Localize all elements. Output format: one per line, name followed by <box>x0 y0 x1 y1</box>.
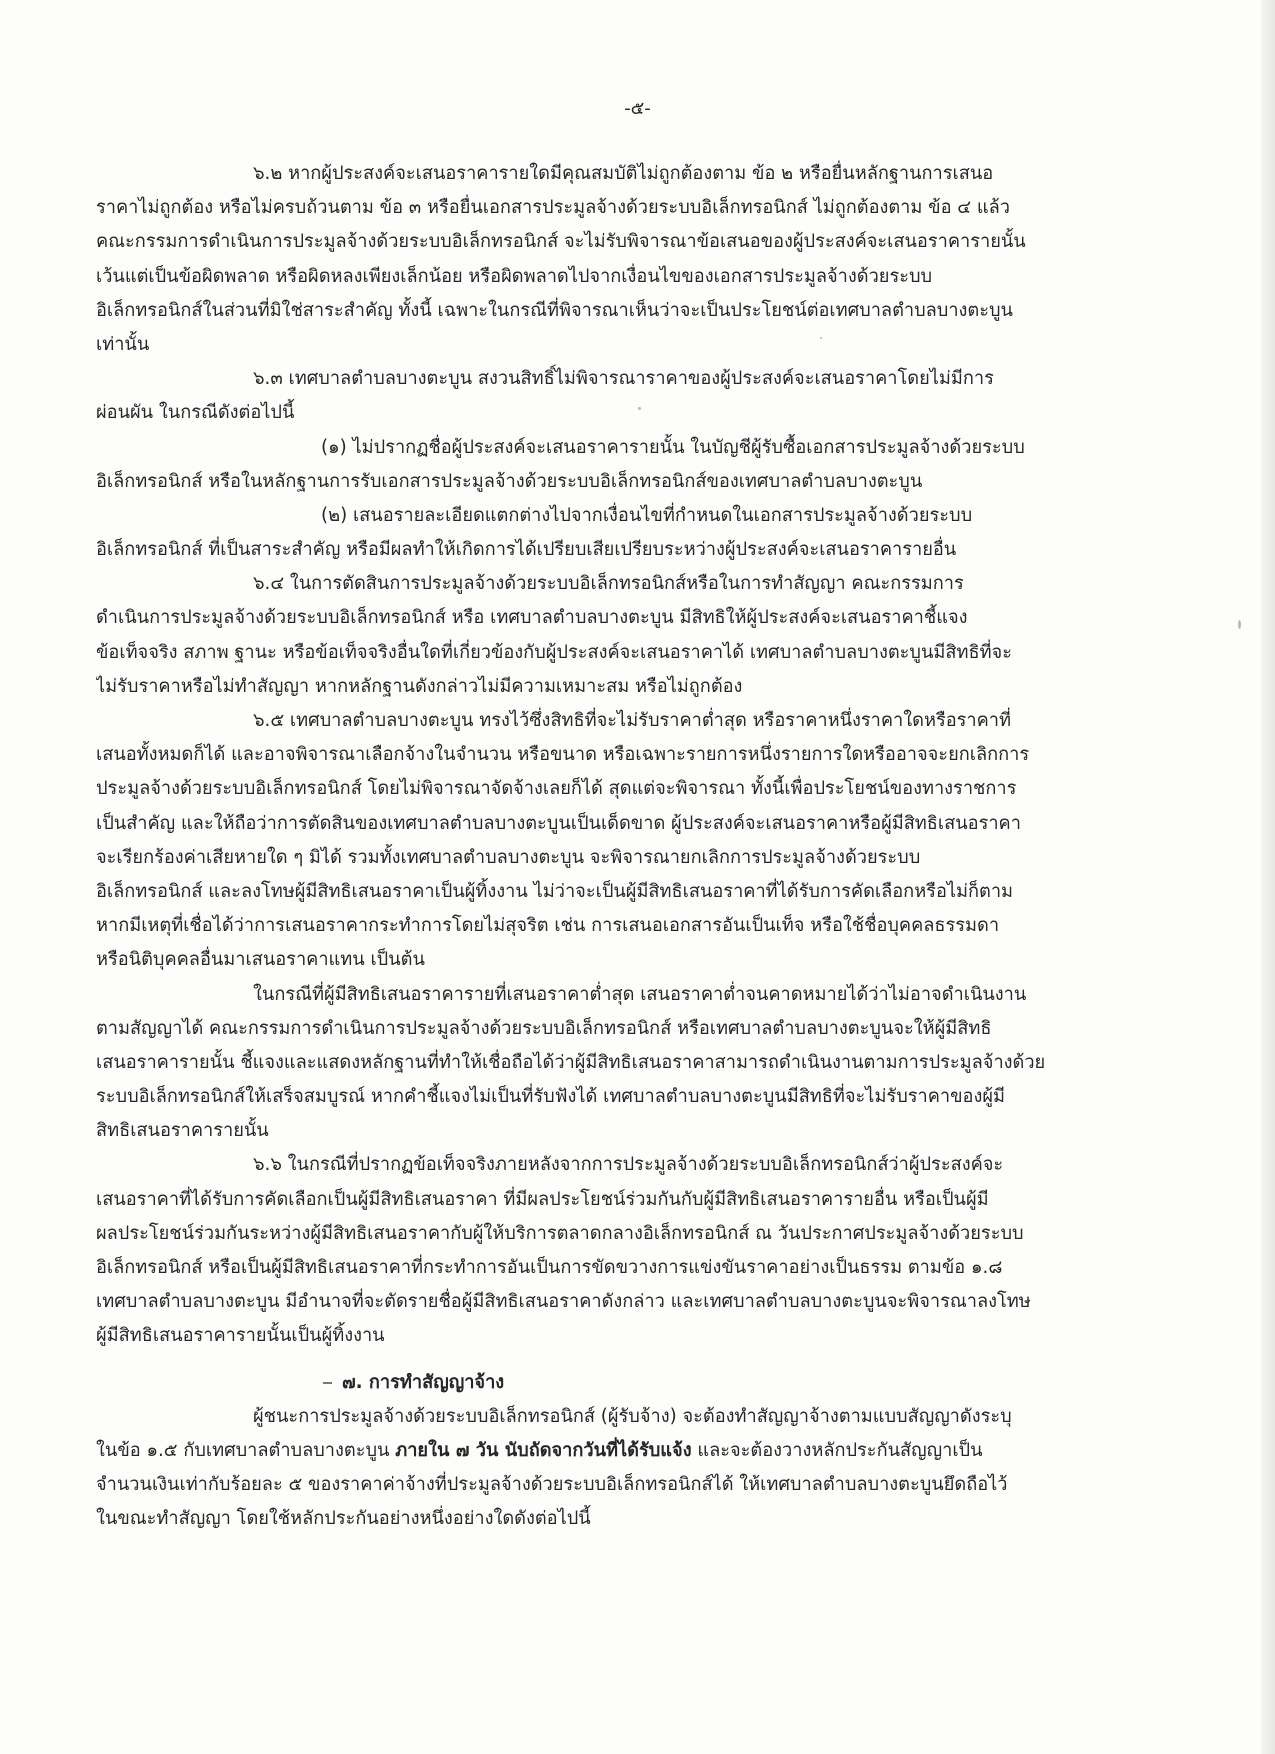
text-line: เป็นสำคัญ และให้ถือว่าการตัดสินของเทศบาลตำบลบางตะบูนเป็นเด็ดขาด ผู้ประสงค์จะเสนอราคาหรือผู้มีสิทธิเสนอราคา <box>96 812 1021 834</box>
text-line: สิทธิเสนอราคารายนั้น <box>96 1120 269 1142</box>
text-line: ๖.๕ เทศบาลตำบลบางตะบูน ทรงไว้ซึ่งสิทธิที่จะไม่รับราคาต่ำสุด หรือราคาหนึ่งราคาใดหรือราคาที่ <box>253 710 1011 731</box>
text-line: หรือนิติบุคคลอื่นมาเสนอราคาแทน เป็นต้น <box>96 949 425 971</box>
text-line: เสนอทั้งหมดก็ได้ และอาจพิจารณาเลือกจ้างในจำนวน หรือขนาด หรือเฉพาะรายการหนึ่งรายการใดหรืออาจจะยกเลิกการ <box>96 744 1030 766</box>
text-line: เทศบาลตำบลบางตะบูน มีอำนาจที่จะตัดรายชื่อผู้มีสิทธิเสนอราคาดังกล่าว และเทศบาลตำบลบางตะบูนจะพิจารณาลงโทษ <box>96 1291 1031 1313</box>
text-line: คณะกรรมการดำเนินการประมูลจ้างด้วยระบบอิเล็กทรอนิกส์ จะไม่รับพิจารณาข้อเสนอของผู้ประสงค์จะเสนอราคารายนั้น <box>96 231 1026 253</box>
section-7-line: จำนวนเงินเท่ากับร้อยละ ๕ ของราคาค่าจ้างที่ประมูลจ้างด้วยระบบอิเล็กทรอนิกส์ได้ ให้เทศบาลตำบลบางตะบูนยึดถือไว้ <box>96 1474 1008 1496</box>
text-line: ประมูลจ้างด้วยระบบอิเล็กทรอนิกส์ โดยไม่พิจารณาจัดจ้างเลยก็ได้ สุดแต่จะพิจารณา ทั้งนี้เพื่อประโยชน์ของทางราชการ <box>96 778 1017 800</box>
text-line: ๖.๓ เทศบาลตำบลบางตะบูน สงวนสิทธิ์ไม่พิจารณาราคาของผู้ประสงค์จะเสนอราคาโดยไม่มีการ <box>253 368 994 390</box>
text-line: อิเล็กทรอนิกส์ หรือเป็นผู้มีสิทธิเสนอราคาที่กระทำการอันเป็นการขัดขวางการแข่งขันราคาอย่างเป็นธรรม ตามข้อ ๑.๘ <box>96 1257 1003 1278</box>
text-line: ๖.๖ ในกรณีที่ปรากฏข้อเท็จจริงภายหลังจากการประมูลจ้างด้วยระบบอิเล็กทรอนิกส์ว่าผู้ประสงค์จะ <box>253 1154 1004 1176</box>
section-7-text-after: และจะต้องวางหลักประกันสัญญาเป็น <box>691 1439 983 1461</box>
text-line: อิเล็กทรอนิกส์ หรือในหลักฐานการรับเอกสารประมูลจ้างด้วยระบบอิเล็กทรอนิกส์ของเทศบาลตำบลบางตะบูน <box>96 470 923 492</box>
text-line: ผลประโยชน์ร่วมกันระหว่างผู้มีสิทธิเสนอราคากับผู้ให้บริการตลาดกลางอิเล็กทรอนิกส์ ณ วันประกาศประมูลจ้างด้วยระบบ <box>96 1222 1024 1244</box>
text-line: ไม่รับราคาหรือไม่ทำสัญญา หากหลักฐานดังกล่าวไม่มีความเหมาะสม หรือไม่ถูกต้อง <box>96 675 743 697</box>
document-body <box>96 157 1104 1537</box>
text-line: (๒) เสนอรายละเอียดแตกต่างไปจากเงื่อนไขที่กำหนดในเอกสารประมูลจ้างด้วยระบบ <box>321 504 973 526</box>
section-7-heading-text: ๗. การทำสัญญาจ้าง <box>342 1371 505 1393</box>
section-7-line: ผู้ชนะการประมูลจ้างด้วยระบบอิเล็กทรอนิกส์ (ผู้รับจ้าง) จะต้องทำสัญญาจ้างตามแบบสัญญาดังระบุ <box>253 1405 1012 1427</box>
text-line: เสนอราคาที่ได้รับการคัดเลือกเป็นผู้มีสิทธิเสนอราคา ที่มีผลประโยชน์ร่วมกันกับผู้มีสิทธิเสนอราคารายอื่น หรือเป็นผู้มี <box>96 1188 989 1210</box>
scan-speck <box>1238 620 1241 629</box>
section-7-line: ในขณะทำสัญญา โดยใช้หลักประกันอย่างหนึ่งอย่างใดดังต่อไปนี้ <box>96 1508 591 1530</box>
text-line: จะเรียกร้องค่าเสียหายใด ๆ มิได้ รวมทั้งเทศบาลตำบลบางตะบูน จะพิจารณายกเลิกการประมูลจ้างด้วยระบบ <box>96 846 921 868</box>
dash-mark <box>323 1382 332 1384</box>
section-7-heading <box>96 1366 1104 1400</box>
text-line: ผู้มีสิทธิเสนอราคารายนั้นเป็นผู้ทิ้งงาน <box>96 1325 385 1347</box>
page-edge-shadow <box>1261 0 1275 1754</box>
text-line: เว้นแต่เป็นข้อผิดพลาด หรือผิดหลงเพียงเล็กน้อย หรือผิดพลาดไปจากเงื่อนไขของเอกสารประมูลจ้างด้วยระบบ <box>96 265 933 287</box>
text-line: ๖.๔ ในการตัดสินการประมูลจ้างด้วยระบบอิเล็กทรอนิกส์หรือในการทำสัญญา คณะกรรมการ <box>253 573 964 595</box>
section-7-line <box>96 1434 1104 1468</box>
text-line: ๖.๒ หากผู้ประสงค์จะเสนอราคารายใดมีคุณสมบัติไม่ถูกต้องตาม ข้อ ๒ หรือยื่นหลักฐานการเสนอ <box>253 163 994 184</box>
text-line: อิเล็กทรอนิกส์ ที่เป็นสาระสำคัญ หรือมีผลทำให้เกิดการได้เปรียบเสียเปรียบระหว่างผู้ประสงค์จะเสนอราคารายอื่น <box>96 539 957 561</box>
section-7-deadline-bold: ภายใน ๗ วัน นับถัดจากวันที่ได้รับแจ้ง <box>395 1439 692 1461</box>
text-line: ข้อเท็จจริง สภาพ ฐานะ หรือข้อเท็จจริงอื่นใดที่เกี่ยวข้องกับผู้ประสงค์จะเสนอราคาได้ เทศบาลตำบลบางตะบูนมีสิทธิที่จะ <box>96 641 1012 663</box>
text-line: ผ่อนผัน ในกรณีดังต่อไปนี้ <box>96 402 295 424</box>
section-7-text-before: ในข้อ ๑.๕ กับเทศบาลตำบลบางตะบูน <box>96 1439 396 1461</box>
text-line: ระบบอิเล็กทรอนิกส์ให้เสร็จสมบูรณ์ หากคำชี้แจงไม่เป็นที่รับฟังได้ เทศบาลตำบลบางตะบูนมีสิทธิที่จะไม่รับราคาของผู้มี <box>96 1086 1005 1108</box>
page-number: -๕- <box>624 98 651 119</box>
text-line: ดำเนินการประมูลจ้างด้วยระบบอิเล็กทรอนิกส์ หรือ เทศบาลตำบลบางตะบูน มีสิทธิให้ผู้ประสงค์จะเสนอราคาชี้แจง <box>96 607 968 629</box>
clause-list <box>96 157 1104 1354</box>
text-line: ตามสัญญาได้ คณะกรรมการดำเนินการประมูลจ้างด้วยระบบอิเล็กทรอนิกส์ หรือเทศบาลตำบลบางตะบูนจะให้ผู้มีสิทธิ <box>96 1017 992 1039</box>
text-line: เสนอราคารายนั้น ชี้แจงและแสดงหลักฐานที่ทำให้เชื่อถือได้ว่าผู้มีสิทธิเสนอราคาสามารถดำเนินงานตามการประมูลจ้างด้วย <box>96 1051 1046 1073</box>
text-line: ราคาไม่ถูกต้อง หรือไม่ครบถ้วนตาม ข้อ ๓ หรือยื่นเอกสารประมูลจ้างด้วยระบบอิเล็กทรอนิกส์ ไม่ถูกต้องตาม ข้อ ๔ แล้ว <box>96 197 1010 219</box>
text-line: ในกรณีที่ผู้มีสิทธิเสนอราคารายที่เสนอราคาต่ำสุด เสนอราคาต่ำจนคาดหมายได้ว่าไม่อาจดำเนินงาน <box>253 983 1027 1005</box>
text-line: อิเล็กทรอนิกส์ในส่วนที่มิใช่สาระสำคัญ ทั้งนี้ เฉพาะในกรณีที่พิจารณาเห็นว่าจะเป็นประโยชน์ต่อเทศบาลตำบลบางตะบูน <box>96 299 1013 321</box>
text-line: (๑) ไม่ปรากฏชื่อผู้ประสงค์จะเสนอราคารายนั้น ในบัญชีผู้รับซื้อเอกสารประมูลจ้างด้วยระบบ <box>321 436 1025 458</box>
text-line: เท่านั้น <box>96 333 150 355</box>
text-line: หากมีเหตุที่เชื่อได้ว่าการเสนอราคากระทำการโดยไม่สุจริต เช่น การเสนอเอกสารอันเป็นเท็จ หรือใช้ชื่อบุคคลธรรมดา <box>96 915 1000 937</box>
text-line: อิเล็กทรอนิกส์ และลงโทษผู้มีสิทธิเสนอราคาเป็นผู้ทิ้งงาน ไม่ว่าจะเป็นผู้มีสิทธิเสนอราคาที่ได้รับการคัดเลือกหรือไม่ก็ตาม <box>96 880 1014 902</box>
